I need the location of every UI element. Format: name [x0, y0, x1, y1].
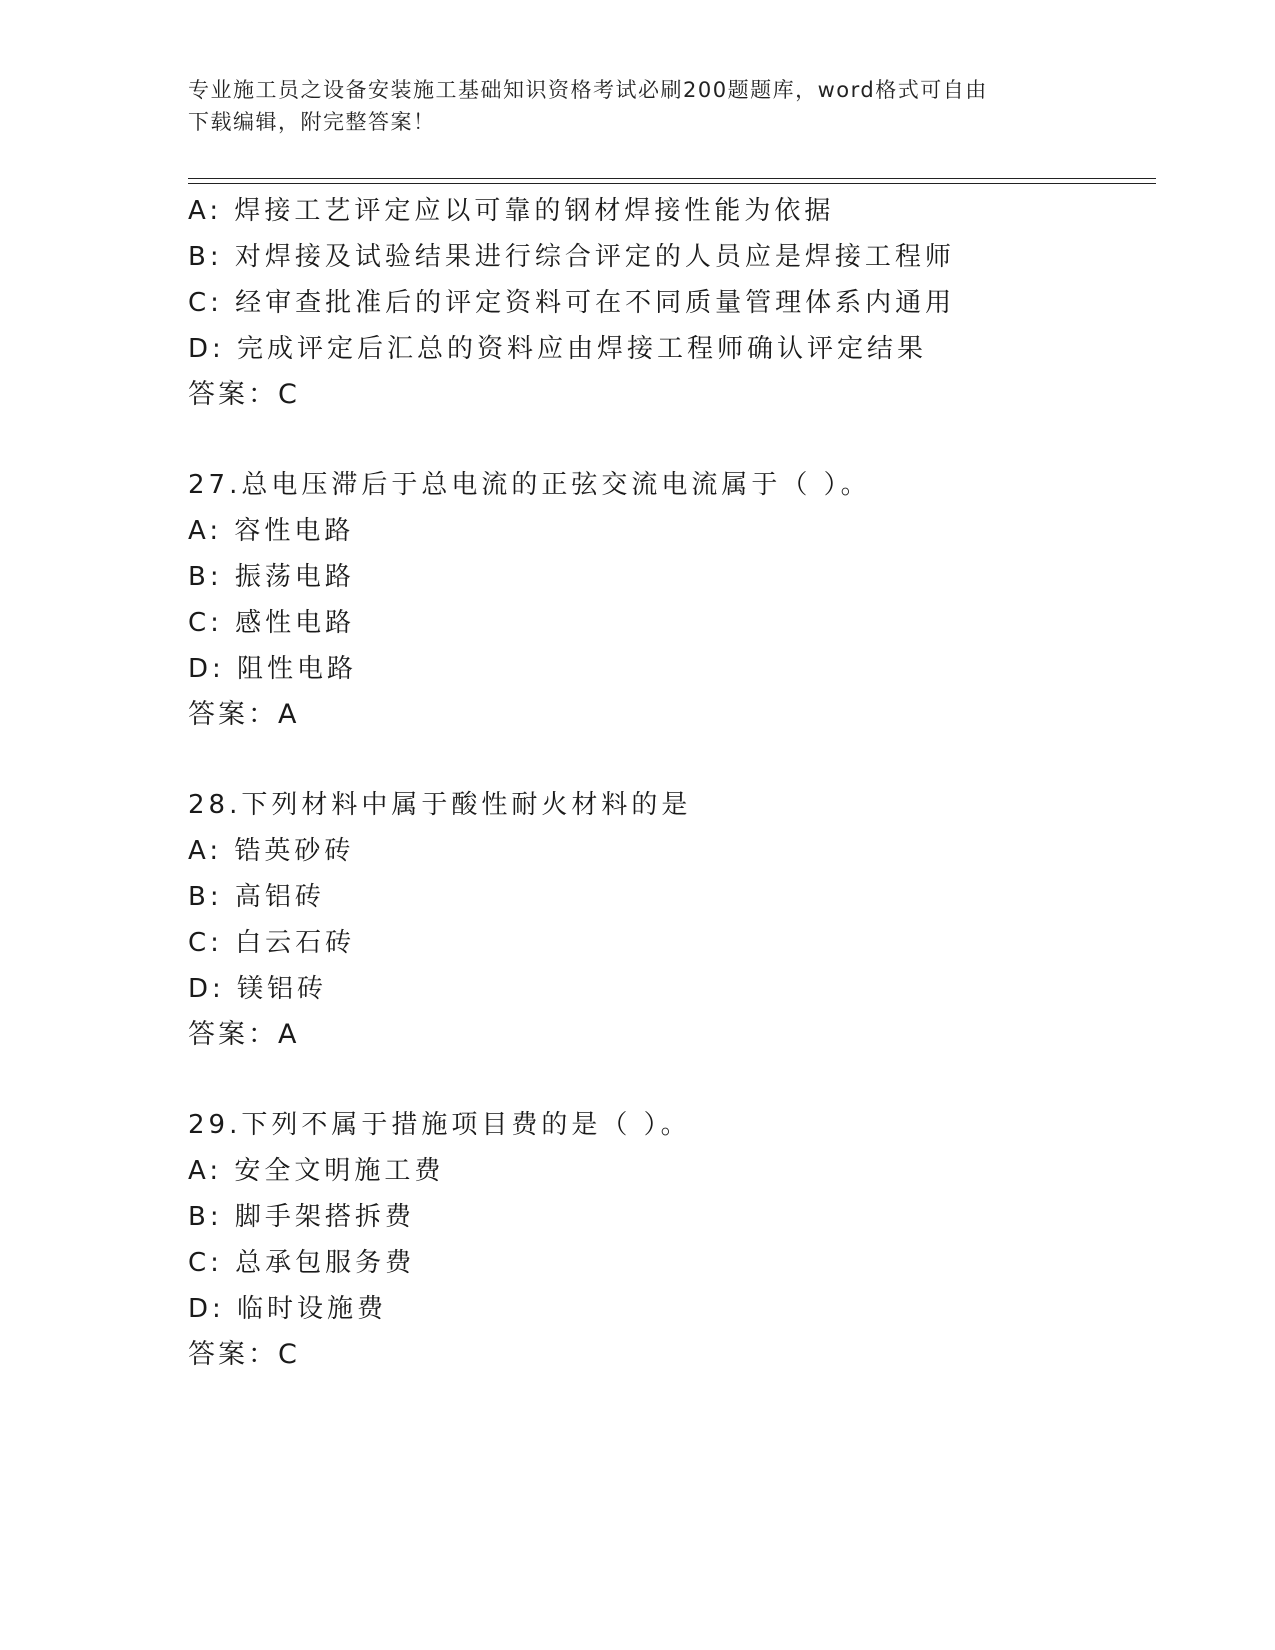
header-line-1: 专业施工员之设备安装施工基础知识资格考试必刷200题题库，word格式可自由 [188, 78, 988, 102]
question-block-28 [188, 782, 1148, 1058]
question-text: 27.总电压滞后于总电流的正弦交流电流属于（ ）。 [188, 470, 871, 500]
option-a: A: 容性电路 [188, 516, 355, 546]
option-b: B: 高铝砖 [188, 882, 325, 912]
option-d: D: 镁铝砖 [188, 974, 328, 1004]
header-line-2: 下载编辑，附完整答案！ [188, 110, 436, 134]
question-block-29 [188, 1102, 1148, 1378]
option-c: C: 经审查批准后的评定资料可在不同质量管理体系内通用 [188, 288, 956, 318]
option-b: B: 脚手架搭拆费 [188, 1202, 415, 1232]
block-spacer [188, 1058, 1148, 1102]
header-divider-top [188, 178, 1156, 179]
option-d: D: 完成评定后汇总的资料应由焊接工程师确认评定结果 [188, 334, 928, 364]
answer: 答案：A [188, 1019, 300, 1050]
answer: 答案：A [188, 699, 300, 730]
option-c: C: 感性电路 [188, 608, 356, 638]
question-text: 29.下列不属于措施项目费的是（ ）。 [188, 1110, 691, 1140]
option-d: D: 阻性电路 [188, 654, 358, 684]
question-block-27 [188, 462, 1148, 738]
question-list [188, 188, 1148, 1378]
option-b: B: 振荡电路 [188, 562, 355, 592]
answer: 答案：C [188, 1339, 300, 1370]
option-a: A: 安全文明施工费 [188, 1156, 445, 1186]
option-d: D: 临时设施费 [188, 1294, 388, 1324]
option-a: A: 锆英砂砖 [188, 836, 355, 866]
header-divider-bottom [188, 183, 1156, 184]
block-spacer [188, 418, 1148, 462]
block-spacer [188, 738, 1148, 782]
question-block-26 [188, 188, 1148, 418]
option-b: B: 对焊接及试验结果进行综合评定的人员应是焊接工程师 [188, 242, 955, 272]
option-a: A: 焊接工艺评定应以可靠的钢材焊接性能为依据 [188, 196, 835, 226]
question-text: 28.下列材料中属于酸性耐火材料的是 [188, 790, 692, 820]
answer: 答案：C [188, 379, 300, 410]
option-c: C: 总承包服务费 [188, 1248, 416, 1278]
document-header [188, 74, 1088, 138]
option-c: C: 白云石砖 [188, 928, 356, 958]
